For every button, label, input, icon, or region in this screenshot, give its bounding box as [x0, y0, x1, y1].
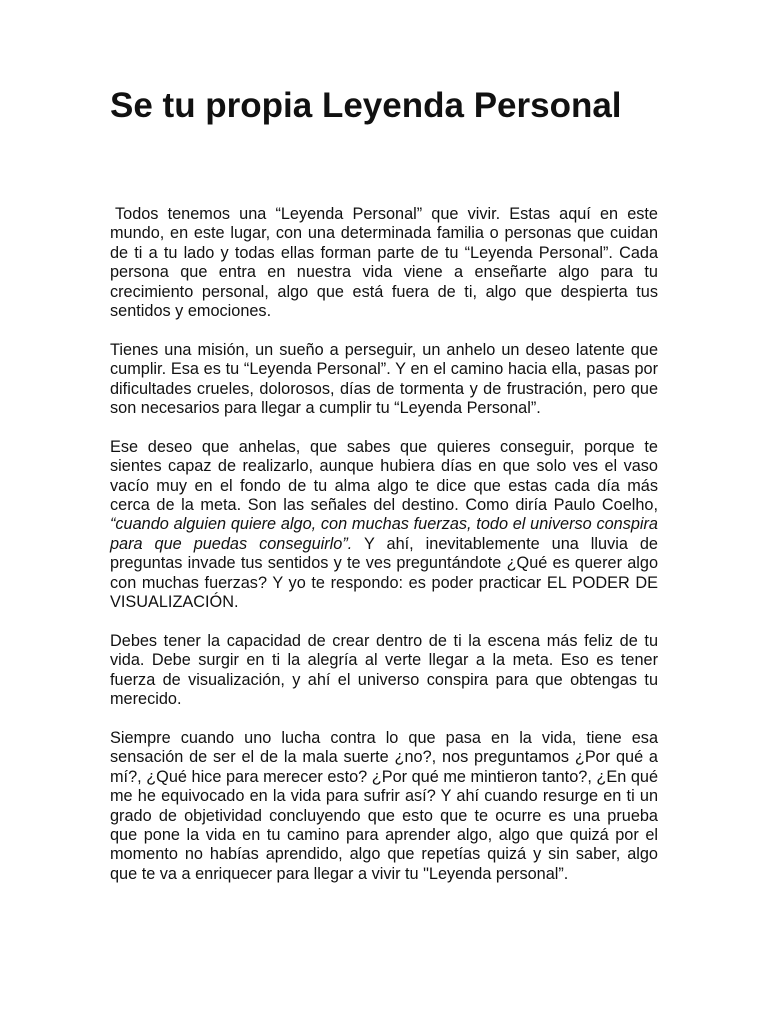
document-body: [110, 205, 658, 884]
paragraph-3: [110, 438, 658, 613]
coelho-quote: “cuando alguien quiere algo, con muchas fuerzas, todo el universo conspira para que puedas conseguirlo”.: [110, 515, 658, 553]
paragraph-5: Siempre cuando uno lucha contra lo que pasa en la vida, tiene esa sensación de ser el de la mala suerte ¿no?, nos preguntamos ¿Por qué a mí?, ¿Qué hice para merecer esto? ¿Por qué me mintieron tanto?, ¿En qué me he equivocado en la vida para sufrir así? Y ahí cuando resurge en ti un grado de objetividad concluyendo que esto que te ocurre es una prueba que pone la vida en tu camino para aprender algo, algo que quizá por el momento no habías aprendido, algo que repetías quizá y sin saber, algo que te va a enriquecer para llegar a vivir tu "Leyenda personal”.: [110, 728, 658, 883]
paragraph-1-text: Todos tenemos una “Leyenda Personal” que vivir. Estas aquí en este mundo, en este lugar, con una determinada familia o personas que cuidan de ti a tu lado y todas ellas forman parte de tu “Leyenda Personal”. Cada persona que entra en nuestra vida viene a enseñarte algo para tu crecimiento personal, algo que está fuera de ti, algo que despierta tus sentidos y emociones.: [110, 205, 658, 321]
page-title: Se tu propia Leyenda Personal: [110, 86, 622, 125]
paragraph-1: [110, 205, 658, 321]
paragraph-4: Debes tener la capacidad de crear dentro de ti la escena más feliz de tu vida. Debe surgir en ti la alegría al verte llegar a la meta. Eso es tener fuerza de visualización, y ahí el universo conspira para que obtengas tu merecido.: [110, 631, 658, 709]
paragraph-3-text-before: Ese deseo que anhelas, que sabes que quieres conseguir, porque te sientes capaz de realizarlo, aunque hubiera días en que solo ves el vaso vacío muy en el fondo de tu alma algo te dice que estas cada día más cerca de la meta. Son las señales del destino. Como diría Paulo Coelho,: [110, 437, 658, 515]
paragraph-3-text-after: Y ahí, inevitablemente una lluvia de preguntas invade tus sentidos y te ves preguntándote ¿Qué es querer algo con muchas fuerzas? Y yo te respondo: es poder practicar EL PODER DE VISUALIZACIÓN.: [110, 534, 658, 612]
paragraph-2: Tienes una misión, un sueño a perseguir, un anhelo un deseo latente que cumplir. Esa es tu “Leyenda Personal”. Y en el camino hacia ella, pasas por dificultades crueles, dolorosos, días de tormenta y de frustración, pero que son necesarios para llegar a cumplir tu “Leyenda Personal”.: [110, 340, 658, 418]
